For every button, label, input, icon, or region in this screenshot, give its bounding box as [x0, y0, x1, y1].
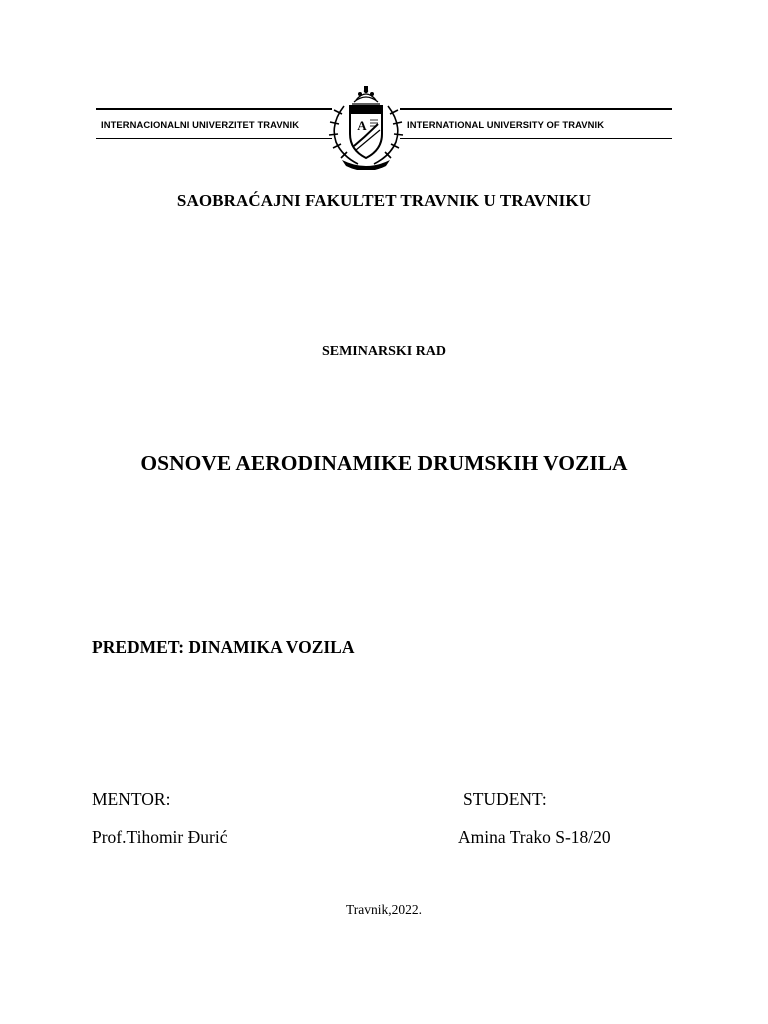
header-rule-left-bottom	[96, 138, 332, 139]
place-and-date: Travnik,2022.	[345, 902, 422, 917]
university-header	[96, 86, 672, 172]
student-name: Amina Trako S-18/20	[458, 827, 611, 847]
university-crest-icon	[320, 86, 412, 170]
document-title: OSNOVE AERODINAMIKE DRUMSKIH VOZILA	[140, 451, 628, 475]
mentor-name: Prof.Tihomir Đurić	[92, 827, 228, 847]
course-subject: PREDMET: DINAMIKA VOZILA	[92, 637, 355, 657]
document-type: SEMINARSKI RAD	[321, 344, 447, 359]
student-label: STUDENT:	[463, 789, 547, 809]
university-name-english: INTERNATIONAL UNIVERSITY OF TRAVNIK	[407, 119, 605, 130]
header-rule-right-top	[400, 108, 672, 110]
faculty-name: SAOBRAĆAJNI FAKULTET TRAVNIK U TRAVNIKU	[176, 191, 592, 210]
header-rule-right-bottom	[400, 138, 672, 139]
header-rule-left-top	[96, 108, 332, 110]
crest-letter: A	[357, 118, 367, 133]
university-name-local: INTERNACIONALNI UNIVERZITET TRAVNIK	[101, 119, 300, 130]
mentor-label: MENTOR:	[92, 789, 171, 809]
